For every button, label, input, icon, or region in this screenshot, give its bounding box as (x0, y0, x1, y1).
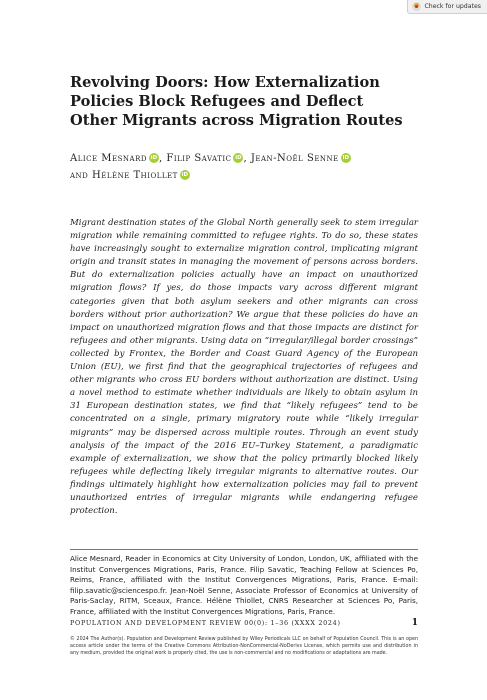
page-number: 1 (411, 618, 418, 628)
orcid-icon[interactable]: iD (235, 155, 242, 161)
orcid-icon[interactable]: iD (150, 155, 158, 161)
author-name: Hélène Thiollet (91, 170, 178, 181)
footnote-divider (70, 549, 418, 550)
author-list (70, 150, 410, 184)
check-for-updates-label: Check for updates (424, 3, 481, 10)
article-title: Revolving Doors: How Externalization Policies Block Refugees and Deflect Other Migrants across Migration Routes (70, 74, 403, 129)
abstract: Migrant destination states of the Global North generally seek to stem irregular migration while remaining committed to refugee rights. To do so, these states have increasingly sought to externalize migration control, implicating migrant origin and transit states in managing the movement of persons across borders. But do externalization policies actually have an impact on unauthorized migration flows? If yes, do those impacts vary across different migrant categories given that both asylum seekers and other migrants can cross borders without prior authorization? We argue that these policies do have an impact on unauthorized migration flows and that those impacts are distinct for refugees and other migrants. Using data on “irregular/illegal border crossings” collected by Frontex, the Border and Coast Guard Agency of the European Union (EU), we first find that the geographical trajectories of refugees and other migrants who cross EU borders without authorization are distinct. Using a novel method to estimate whether individuals are likely to obtain asylum in 31 European destination states, we find that “likely refugees” tend to be concentrated on a single, primary migratory route while “likely irregular migrants” may be dispersed across multiple routes. Through an event study analysis of the impact of the 2016 EU–Turkey Statement, a paradigmatic example of externalization, we show that the policy primarily blocked likely refugees while deflecting likely irregular migrants to alternative routes. Our findings ultimately highlight how externalization policies may fail to prevent unauthorized entries of irregular migrants while endangering refugee protection. (70, 218, 418, 517)
author-name: Filip Savatic (166, 153, 232, 164)
orcid-icon[interactable]: iD (181, 172, 189, 178)
author-name: Alice Mesnard (70, 153, 147, 164)
author-name: Jean-Noël Senne (250, 153, 339, 164)
license-notice: © 2024 The Author(s). Population and Development Review published by Wiley Periodicals LLC on behalf of Population Council. This is an open access article under the terms of the Creative Commons Attribution-NonCommercial-NoDerivs License, which permits use and distribution in any medium, provided the original work is properly cited, the use is non-commercial and no modifications or adaptations are made. (70, 637, 418, 656)
author-separator: , (159, 153, 163, 164)
crossmark-icon (412, 2, 421, 11)
check-for-updates-badge[interactable] (407, 0, 487, 14)
author-affiliations-footnote: Alice Mesnard, Reader in Economics at City University of London, London, UK, affiliated with the Institut Convergences Migrations, Paris, France. Filip Savatic, Teaching Fellow at Sciences Po, Reims, France, affiliated with the Institut Convergences Migrations, Paris, France. E-mail: filip.savatic@sciencespo.fr. Jean-Noël Senne, Associate Professor of Economics at University of Paris-Saclay, RITM, Sceaux, France. Hélène Thiollet, CNRS Researcher at Sciences Po, Paris, France, affiliated with the Institut Convergences Migrations, Paris, France. (70, 554, 418, 616)
author-conjunction: and (70, 170, 89, 181)
author-separator: , (243, 153, 248, 164)
journal-citation: POPULATION AND DEVELOPMENT REVIEW 00(0): 1–36 (XXXX 2024) (70, 619, 341, 627)
journal-footer (70, 618, 418, 628)
orcid-icon[interactable]: iD (342, 155, 350, 161)
